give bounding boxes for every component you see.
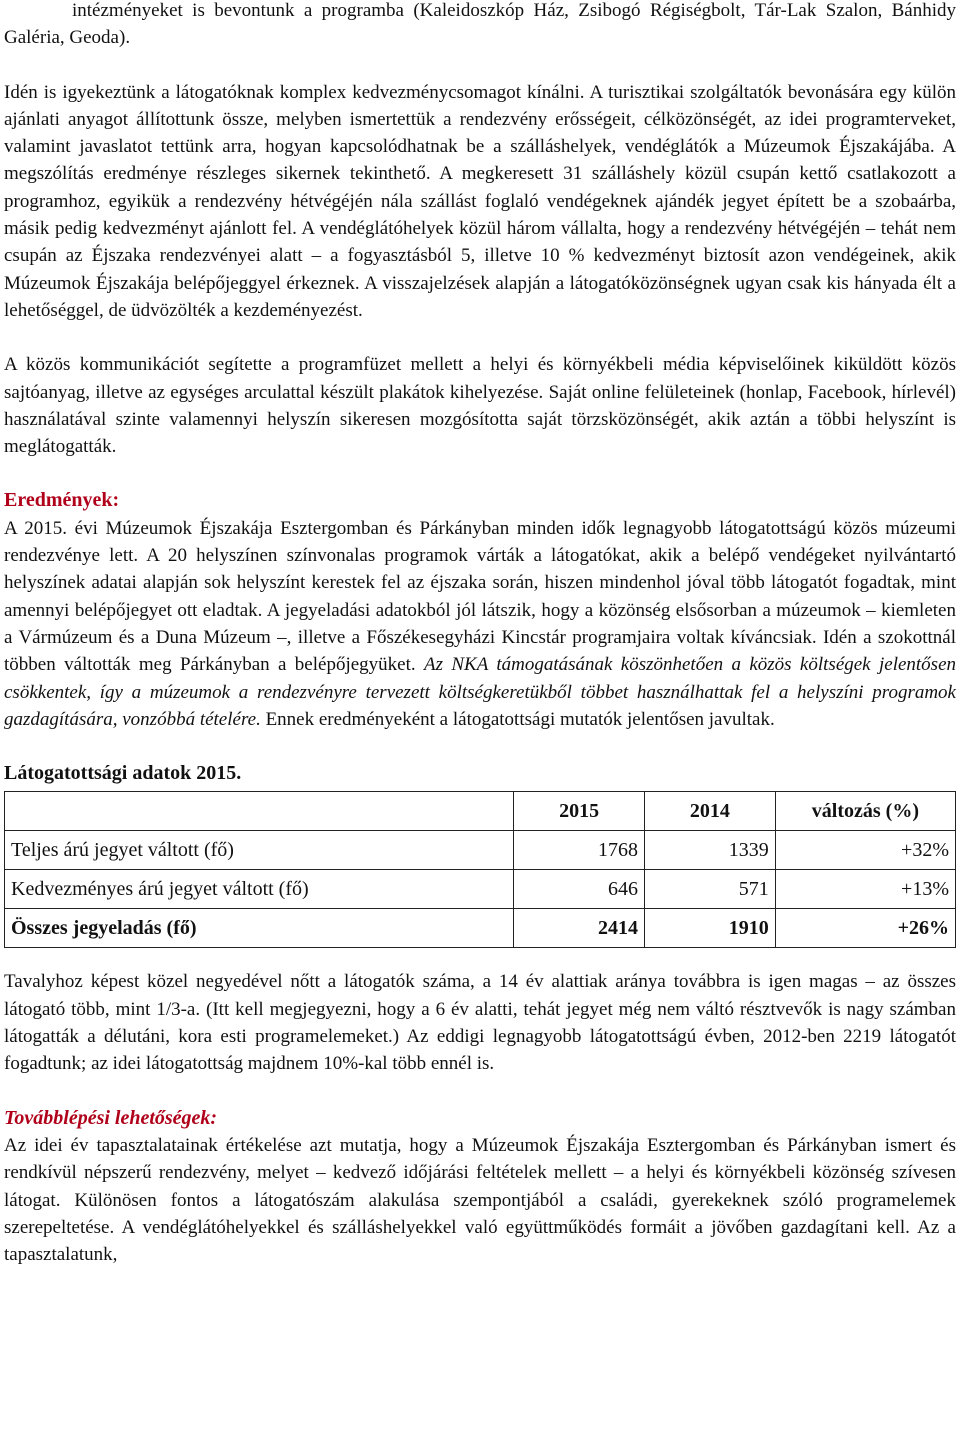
next-steps-heading: Továbblépési lehetőségek: (4, 1106, 218, 1129)
table-row (5, 870, 956, 909)
stats-header-2014: 2014 (645, 792, 776, 831)
results-text: A 2015. évi Múzeumok Éjszakája Esztergomban és Párkányban minden idők legnagyobb látogatottságú közös múzeumi rendezvénye lett. A 20 helyszínen színvonalas programok várták a látogatókat, akik a belépő vendégeket nyilvántartó helyszínek adatai alapján sok helyszínt kerestek fel az éjszaka során, hiszen mindenhol jóval több látogatót fogadtak, mint amennyi belépőjegyet ott eladtak. A jegyeladási adatokból jól látszik, hogy a közönség elsősorban a múzeumok – kiemleten a Vármúzeum és a Duna Múzeum –, illetve a Főszékesegyházi Kincstár programjaira voltak kíváncsiak. Idén a szokottnál többen váltották meg Párkányban a belépőjegyüket. (4, 517, 956, 676)
results-tail-text: Ennek eredményeként a látogatottsági mutatók jelentősen javultak. (260, 708, 775, 730)
next-steps-paragraph: Az idei év tapasztalatainak értékelése azt mutatja, hogy a Múzeumok Éjszakája Esztergomban és Párkányban ismert és rendkívül népszerű rendezvény, melyet – kedvező időjárási feltételek mellett – a helyi és környékbeli közönség szívesen látogat. Különösen fontos a látogatószám alakulása szempontjából a családi, gyerekeknek szóló programelemek szerepeltetése. A vendéglátóhelyekkel és szálláshelyekkel való együttműködés formáit a jövőben gazdagítani kell. Az a tapasztalatunk, (4, 1134, 956, 1266)
document-page (4, 0, 956, 1268)
row-2014: 571 (645, 870, 776, 909)
row-2015: 1768 (514, 831, 645, 870)
table-total-row (5, 909, 956, 948)
results-heading: Eredmények: (4, 489, 120, 512)
table-row (5, 831, 956, 870)
results-paragraph (4, 515, 956, 733)
row-label: Kedvezményes árú jegyet váltott (fő) (5, 870, 514, 909)
total-2015: 2414 (514, 909, 645, 948)
row-change: +13% (775, 870, 955, 909)
stats-header-empty (5, 792, 514, 831)
intro-paragraph-2: Idén is igyekeztünk a látogatóknak komplex kedvezménycsomagot kínálni. A turisztikai szolgáltatók bevonására egy külön ajánlati anyagot állítottunk össze, melyben ismertettük a rendezvény erősségeit, célközönségét, az idei programterveket, valamint javaslatot tettünk arra, hogyan kapcsolódhatnak be a szálláshelyek, vendéglátók a Múzeumok Éjszakájába. A megszólítás eredménye részleges sikernek tekinthető. A megkeresett 31 szálláshely közül csupán kettő csatlakozott a programhoz, egyikük a rendezvény hétvégéjén nála szállást foglaló vendégeknek ajándék jegyet épített be a szobaárba, másik pedig kedvezményt ajánlott fel. A vendéglátóhelyek közül három vállalta, hogy a rendezvény hétvégéjén – tehát nem csupán az Éjszaka rendezvényei alatt – a fogyasztásból 5, illetve 10 % kedvezményt biztosít azon vendégeinek, akik Múzeumok Éjszakája belépőjeggyel érkeznek. A visszajelzések alapján a látogatóközönségnek ugyan csak kis hányada élt a lehetőséggel, de üdvözölték a kezdeményezést. (4, 81, 956, 321)
stats-header-change: változás (%) (775, 792, 955, 831)
stats-table (4, 791, 956, 948)
stats-header-2015: 2015 (514, 792, 645, 831)
total-change: +26% (775, 909, 955, 948)
row-2015: 646 (514, 870, 645, 909)
row-change: +32% (775, 831, 955, 870)
row-2014: 1339 (645, 831, 776, 870)
total-2014: 1910 (645, 909, 776, 948)
results-italic-text: Az NKA támogatásának köszönhetően a közös költségek jelentősen csökkentek, így a múzeumok a rendezvényre tervezett költségkeretükből többet használhattak fel a helyszíni programok gazdagítására, vonzóbbá tételére. (4, 654, 957, 730)
stats-heading: Látogatottsági adatok 2015. (4, 762, 242, 785)
stats-header-row (5, 792, 956, 831)
total-label: Összes jegyeladás (fő) (5, 909, 514, 948)
intro-paragraph-3: A közös kommunikációt segítette a programfüzet mellett a helyi és környékbeli média képviselőinek kiküldött közös sajtóanyag, illetve az egységes arculattal készült plakátok kihelyezése. Saját online felületeinek (honlap, Facebook, hírlevél) használatával szinte valamennyi helyszín sikeresen mozgósította saját törzsközönségét, akik aztán a többi helyszínt is meglátogatták. (4, 354, 956, 458)
row-label: Teljes árú jegyet váltott (fő) (5, 831, 514, 870)
after-table-paragraph: Tavalyhoz képest közel negyedével nőtt a látogatók száma, a 14 év alattiak aránya továbbra is igen magas – az összes látogató több, mint 1/3-a. (Itt kell megjegyezni, hogy a 6 év alatti, tehát jegyet még nem váltó résztvevők is nagy számban látogatták a délutáni, kora esti programelemeket.) Az eddigi legnagyobb látogatottságú évben, 2012-ben 2219 látogatót fogadtunk; az idei látogatottság majdnem 10%-kal több ennél is. (4, 971, 956, 1075)
intro-paragraph-1: intézményeket is bevontunk a programba (Kaleidoszkóp Ház, Zsibogó Régiségbolt, Tár-Lak Szalon, Bánhidy Galéria, Geoda). (4, 0, 956, 49)
